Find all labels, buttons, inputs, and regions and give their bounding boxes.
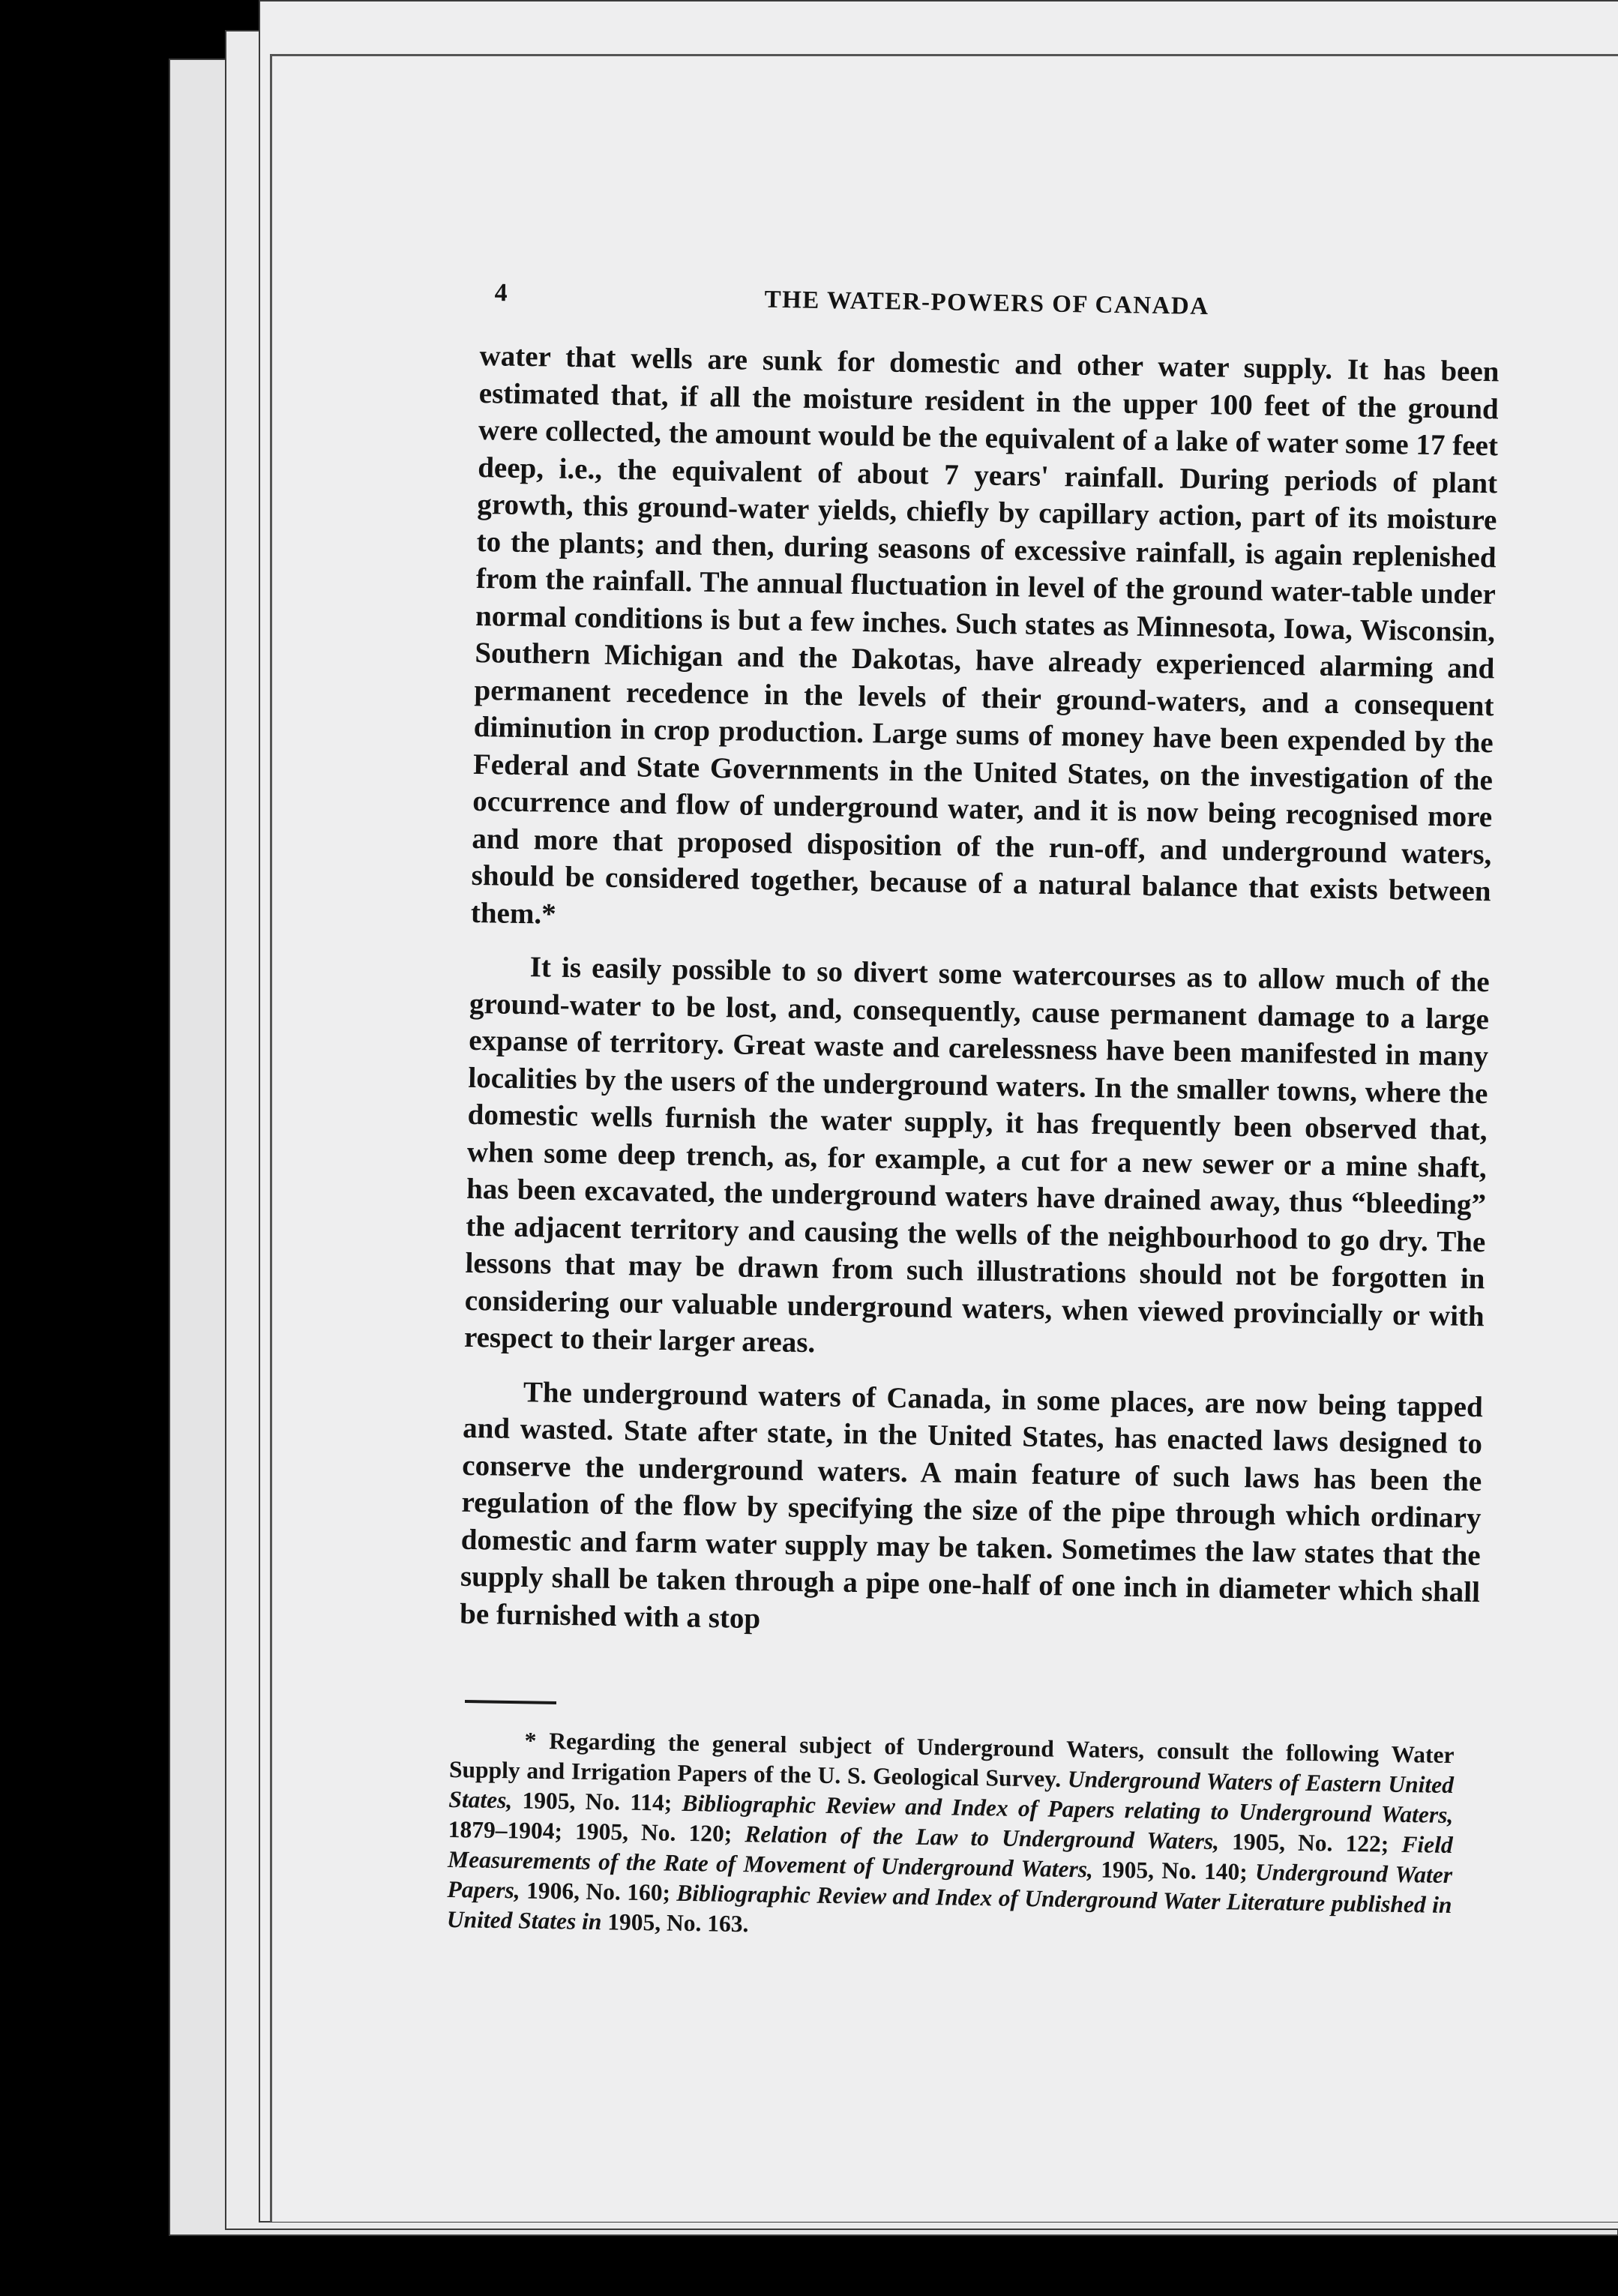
footnote-ref-title: Bibliographic Review and Index of Underground Water Literature published in United States in [446,1879,1452,1935]
footnote-ref-title: Underground Waters of Eastern United States, [448,1765,1455,1814]
footnote-ref-detail: 1905, No. 140; [1092,1856,1256,1885]
footnote-ref-detail: 1879–1904; 1905, No. 120; [448,1815,745,1848]
footnote-ref-title: Bibliographic Review and Index of Papers relating to Underground Waters, [682,1789,1454,1829]
footnote-ref-detail: 1905, No. 122; [1218,1828,1402,1857]
footnote-ref-title: Relation of the Law to Underground Waters, [745,1821,1220,1855]
paragraph-3: The underground waters of Canada, in some places, are now being tapped and wasted. State after state, in the United States, has enacted laws designed to conserve the underground waters. A main feature of such laws has been the regulation of the flow by specifying the size of the pipe through which ordinary domestic and farm water supply may be taken. Sometimes the law states that the supply shall be taken through a pipe one-half of one inch in diameter which shall be furnished with a stop [459,1375,1484,1635]
footnote-ref-title: Field Measurements of the Rate of Movement of Underground Waters, [447,1830,1453,1883]
running-head: THE WATER-POWERS OF CANADA [764,286,1209,320]
footnote-ref-detail: 1906, No. 160; [520,1877,677,1906]
paragraph-1: water that wells are sunk for domestic and other water supply. It has been estimated that, if all the moisture resident in the upper 100 feet of the ground were collected, the amount would be the equivalent of a lake of water some 17 feet deep, i.e., the equivalent of about 7 years' rainfall. During periods of plant growth, this ground-water yields, chiefly by capillary action, part of its moisture to the plants; and then, during seasons of excessive rainfall, is again replenished from the rainfall. The annual fluctuation in level of the ground water-table under normal conditions is but a few inches. Such states as Minnesota, Iowa, Wisconsin, Southern Michigan and the Dakotas, have already experienced alarming and permanent recedence in the levels of their ground-waters, and a consequent diminution in crop production. Large sums of money have been expended by the Federal and State Governments in the United States, on the investigation of the occurrence and flow of underground water, and it is now being recognised more and more that proposed disposition of the run-off, and underground waters, should be considered together, because of a natural balance that exists between them.* [470,339,1500,931]
footnote-lead: * Regarding the general subject of Underground Waters, consult the following Water Supply and Irrigation Papers of the U. S. Geological Survey. [448,1727,1455,1792]
footnote-text [447,1725,1455,1950]
paragraph-2: It is easily possible to so divert some watercourses as to allow much of the ground-water to be lost, and, consequently, cause permanent damage to a large expanse of territory. Great waste and carelessness have been manifested in many localities by the users of the underground waters. In the smaller towns, where the domestic wells furnish the water supply, it has frequently been observed that, when some deep trench, as, for example, a cut for a new sewer or a mine shaft, has been excavated, the underground waters have drained away, thus “bleeding” the adjacent territory and causing the wells of the neighbourhood to go dry. The lessons that may be drawn from such illustrations should not be forgotten in considering our valuable underground waters, when viewed provincially or with respect to their larger areas. [463,951,1490,1359]
footnote-ref-detail: 1905, No. 163. [601,1908,749,1938]
body-text [460,337,1500,1665]
page-number: 4 [494,279,508,307]
footnote-ref-title: Underground Water Papers, [447,1858,1453,1904]
footnote-ref-detail: 1905, No. 114; [512,1787,682,1816]
footnote [447,1725,1455,1950]
